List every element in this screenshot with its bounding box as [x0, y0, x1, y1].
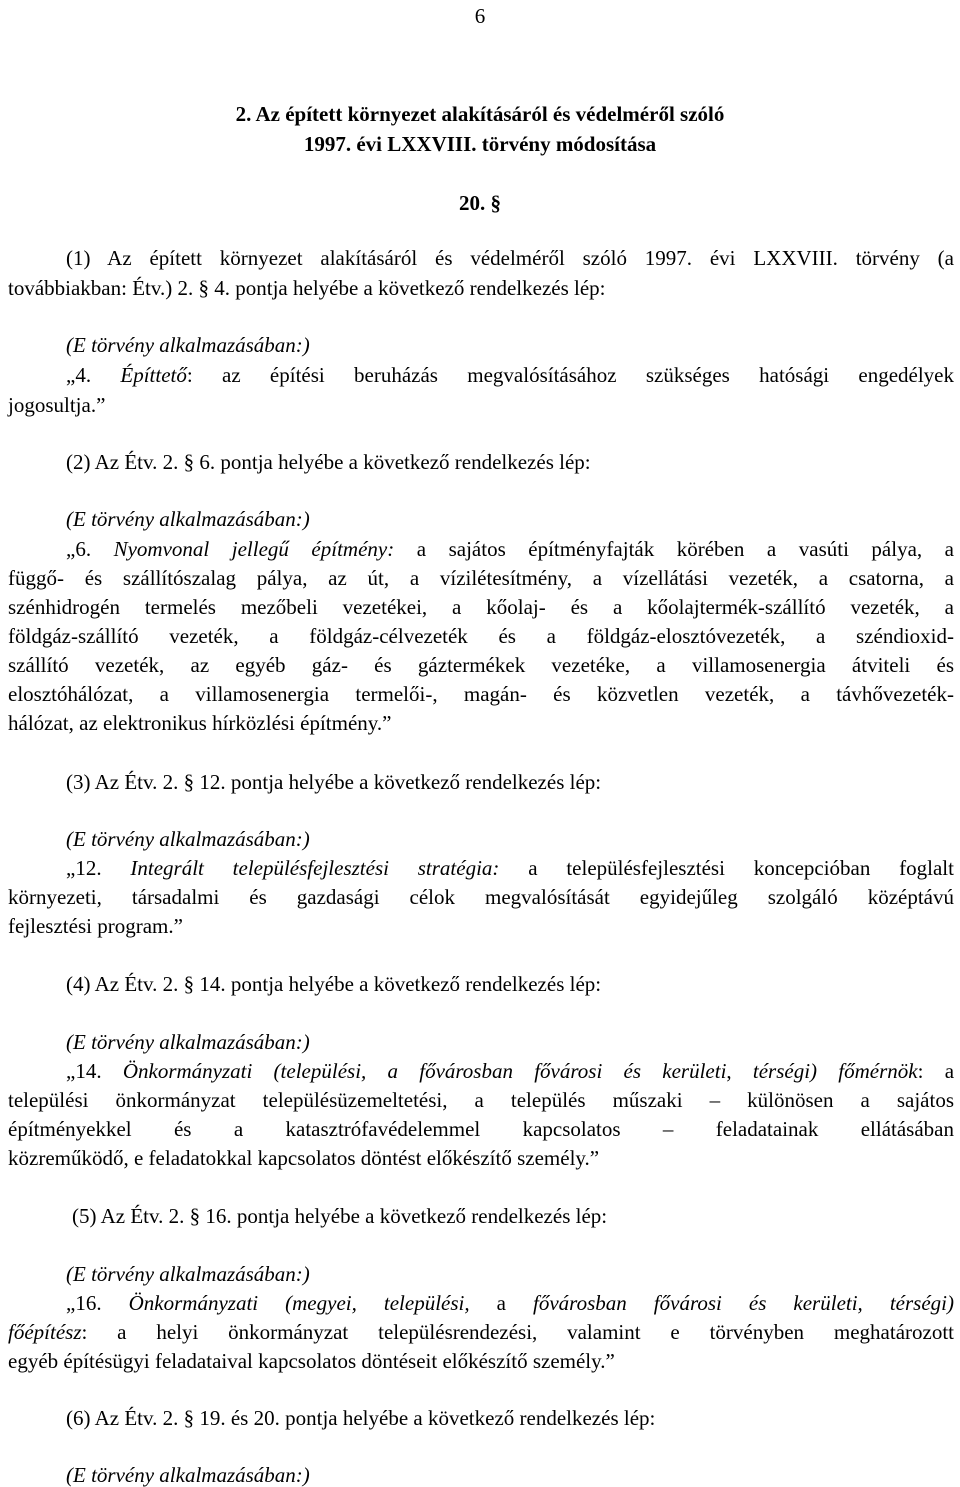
definition-6-line-1	[66, 537, 954, 561]
paragraph-5: (5) Az Étv. 2. § 16. pontja helyébe a következő rendelkezés lép:	[72, 1204, 608, 1228]
definition-term: Önkormányzati (települési, a fővárosban fővárosi és kerületi	[122, 1059, 727, 1083]
paragraph-1-line-2: továbbiakban: Étv.) 2. § 4. pontja helyébe a következő rendelkezés lép:	[8, 276, 606, 300]
scope-label: (E törvény alkalmazásában:)	[66, 827, 310, 851]
definition-term: fővárosban fővárosi és kerületi, térségi)	[533, 1291, 954, 1315]
definition-text: a	[469, 1291, 534, 1315]
definition-12-line-3: fejlesztési program.”	[8, 914, 183, 938]
scope-label: (E törvény alkalmazásában:)	[66, 333, 310, 357]
definition-6-line-3: szénhidrogén termelés mezőbeli vezetékei, a kőolaj- és a kőolajtermék-szállító vezeték, a	[8, 595, 954, 619]
definition-14-line-2: települési önkormányzat településüzemeltetési, a település műszaki – különösen a sajátos	[8, 1088, 954, 1112]
definition-14-line-3: építményekkel és a katasztrófavédelemmel kapcsolatos – feladatainak ellátásában	[8, 1117, 954, 1141]
definition-4-line-1	[66, 363, 954, 387]
scope-label: (E törvény alkalmazásában:)	[66, 1262, 310, 1286]
definition-number: „6.	[66, 537, 114, 561]
definition-text: a sajátos építményfajták körében a vasúti pálya, a	[394, 537, 954, 561]
definition-12-line-2: környezeti, társadalmi és gazdasági célok megvalósítását egyidejűleg szolgáló középtávú	[8, 885, 954, 909]
paragraph-2: (2) Az Étv. 2. § 6. pontja helyébe a következő rendelkezés lép:	[66, 450, 591, 474]
definition-number: „4.	[66, 363, 121, 387]
definition-term: Nyomvonal jellegű építmény:	[113, 537, 395, 561]
paragraph-1-line-1: (1) Az épített környezet alakításáról és védelméről szóló 1997. évi LXXVIII. törvény (a	[66, 246, 954, 270]
definition-number: „16.	[66, 1291, 129, 1315]
definition-4-line-2: jogosultja.”	[8, 393, 106, 417]
definition-12-line-1	[66, 856, 954, 880]
definition-term: térségi) főmérnök	[752, 1059, 918, 1083]
chapter-title-line-2: 1997. évi LXXVIII. törvény módosítása	[303, 132, 657, 156]
definition-6-line-5: szállító vezeték, az egyéb gáz- és gáztermékek vezetéke, a villamosenergia átviteli és	[8, 653, 954, 677]
paragraph-4: (4) Az Étv. 2. § 14. pontja helyébe a következő rendelkezés lép:	[66, 972, 602, 996]
definition-term: Építtető	[120, 363, 187, 387]
definition-term: főépítész	[8, 1320, 82, 1344]
definition-separator: ,	[726, 1059, 753, 1083]
definition-16-line-1	[66, 1291, 954, 1315]
scope-label: (E törvény alkalmazásában:)	[66, 1030, 310, 1054]
definition-term: Integrált településfejlesztési stratégia:	[130, 856, 500, 880]
definition-text: : az építési beruházás megvalósításához szükséges hatósági engedélyek	[186, 363, 955, 387]
definition-16-line-2	[8, 1320, 954, 1344]
definition-16-line-3: egyéb építésügyi feladataival kapcsolatos döntéseit előkészítő személy.”	[8, 1349, 615, 1373]
definition-number: „12.	[66, 856, 131, 880]
paragraph-6: (6) Az Étv. 2. § 19. és 20. pontja helyébe a következő rendelkezés lép:	[66, 1406, 656, 1430]
paragraph-3: (3) Az Étv. 2. § 12. pontja helyébe a következő rendelkezés lép:	[66, 770, 602, 794]
definition-6-line-2: függő- és szállítószalag pálya, az út, a vízilétesítmény, a vízellátási vezeték, a csatorna, a	[8, 566, 954, 590]
definition-14-line-1	[66, 1059, 954, 1083]
definition-6-line-6: elosztóhálózat, a villamosenergia termelői-, magán- és közvetlen vezeték, a távhővezeték-	[8, 682, 954, 706]
definition-14-line-4: közreműködő, e feladatokkal kapcsolatos döntést előkészítő személy.”	[8, 1146, 600, 1170]
definition-text: a településfejlesztési koncepcióban foglalt	[499, 856, 954, 880]
definition-text: : a	[917, 1059, 955, 1083]
page-number: 6	[474, 4, 486, 28]
definition-text: : a helyi önkormányzat településrendezési, valamint e törvényben meghatározott	[81, 1320, 954, 1344]
section-number: 20. §	[459, 191, 501, 215]
definition-6-line-7: hálózat, az elektronikus hírközlési építmény.”	[8, 711, 392, 735]
definition-term: Önkormányzati (megyei, települési,	[128, 1291, 470, 1315]
definition-6-line-4: földgáz-szállító vezeték, a földgáz-célvezeték és a földgáz-elosztóvezeték, a széndioxid-	[8, 624, 954, 648]
definition-number: „14.	[66, 1059, 123, 1083]
scope-label: (E törvény alkalmazásában:)	[66, 507, 310, 531]
chapter-title-line-1: 2. Az épített környezet alakításáról és védelméről szóló	[235, 102, 725, 126]
scope-label: (E törvény alkalmazásában:)	[66, 1463, 310, 1487]
